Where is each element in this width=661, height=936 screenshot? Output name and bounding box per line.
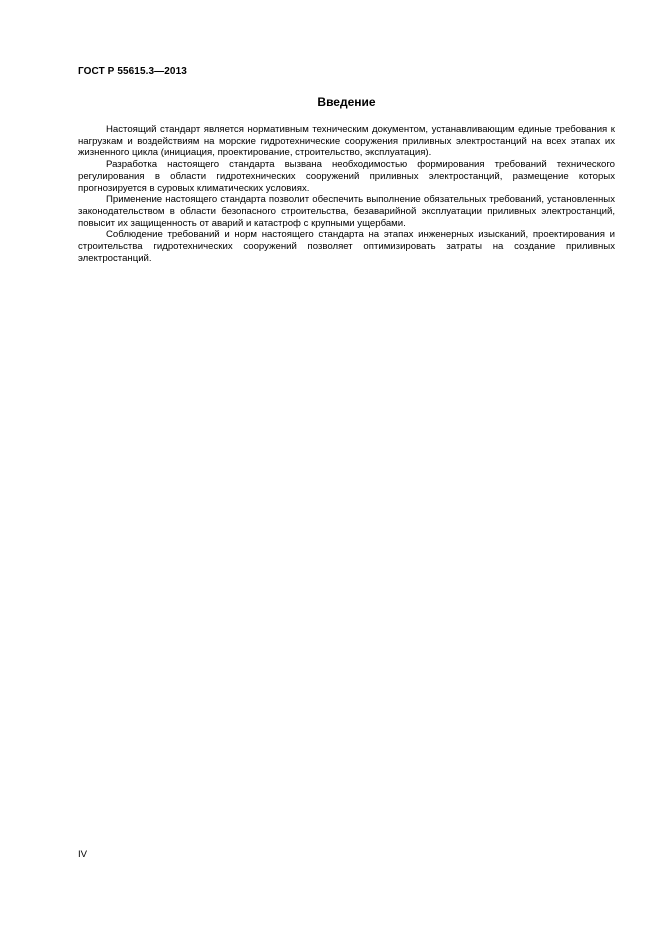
page-number: IV <box>78 849 88 860</box>
body-text <box>78 124 615 264</box>
section-title: Введение <box>317 95 376 109</box>
paragraph-2: Разработка настоящего стандарта вызвана необходимостью формирования требований технического регулирования в области гидротехнических сооружений приливных электростанций, размещение которых прогнозируется в суровых климатических условиях. <box>78 159 615 194</box>
standard-code: ГОСТ Р 55615.3—2013 <box>78 66 187 77</box>
paragraph-3: Применение настоящего стандарта позволит обеспечить выполнение обязательных требований, установленных законодательством в области безопасного строительства, безаварийной эксплуатации приливных электростанций, повысит их защищенность от аварий и катастроф с крупными ущербами. <box>78 194 615 229</box>
document-header <box>78 66 187 78</box>
paragraph-1: Настоящий стандарт является нормативным техническим документом, устанавливающим единые требования к нагрузкам и воздействиям на морские гидротехнические сооружения приливных электростанций на всех этапах их жизненного цикла (инициация, проектирование, строительство, эксплуатация). <box>78 124 615 159</box>
paragraph-4: Соблюдение требований и норм настоящего стандарта на этапах инженерных изысканий, проектирования и строительства гидротехнических сооружений позволяет оптимизировать затраты на создание приливных электростанций. <box>78 229 615 264</box>
